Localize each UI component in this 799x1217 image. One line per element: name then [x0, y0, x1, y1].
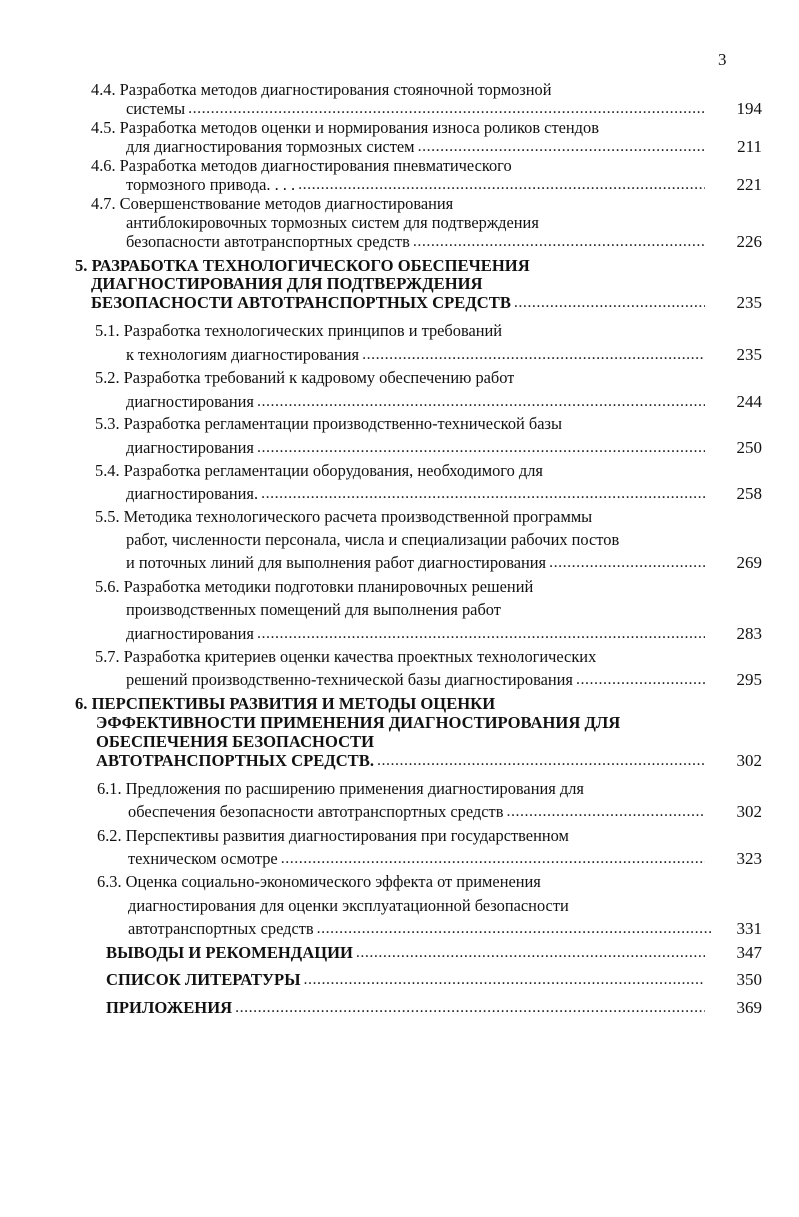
toc-page-number: 302: [736, 751, 762, 770]
toc-entry-text: 5.4. Разработка регламентации оборудования, необходимого для: [95, 461, 543, 480]
toc-entry-line: [91, 293, 511, 313]
toc-entry-line: [95, 368, 514, 388]
toc-page-number: 244: [736, 392, 762, 411]
toc-entry-text: для диагностирования тормозных систем: [126, 137, 415, 156]
toc-entry-line: [126, 232, 410, 252]
toc-entry-text: к технологиям диагностирования: [126, 345, 360, 364]
toc-entry-line: [126, 484, 258, 504]
toc-entry-line: [95, 461, 543, 481]
toc-entry-line: [95, 321, 502, 341]
toc-entry-line: [95, 577, 533, 597]
toc-page-number: 258: [736, 484, 762, 503]
toc-entry-line: [128, 849, 278, 869]
toc-entry-text: СПИСОК ЛИТЕРАТУРЫ: [106, 970, 301, 989]
toc-entry-text: ДИАГНОСТИРОВАНИЯ ДЛЯ ПОДТВЕРЖДЕНИЯ: [91, 274, 483, 293]
toc-entry-line: [97, 826, 569, 846]
toc-entry-line: [95, 647, 596, 667]
dot-leader: [317, 919, 711, 939]
toc-entry-line: [91, 194, 453, 214]
toc-entry-text: диагностирования: [126, 438, 254, 457]
toc-entry-text: производственных помещений для выполнения работ: [126, 600, 501, 619]
toc-entry-line: [126, 438, 254, 458]
toc-entry-line: [96, 751, 374, 771]
dot-leader: [261, 484, 705, 504]
toc-entry-text: АВТОТРАНСПОРТНЫХ СРЕДСТВ.: [96, 751, 374, 770]
toc-entry-text: антиблокировочных тормозных систем для подтверждения: [126, 213, 539, 232]
toc-entry-text: 6. ПЕРСПЕКТИВЫ РАЗВИТИЯ И МЕТОДЫ ОЦЕНКИ: [75, 694, 496, 713]
toc-entry-text: тормозного привода. . . .: [126, 175, 296, 194]
toc-entry-line: [96, 713, 620, 733]
toc-entry-line: [95, 507, 592, 527]
toc-entry-text: 5.6. Разработка методики подготовки планировочных решений: [95, 577, 534, 596]
toc-entry-line: [96, 732, 374, 752]
dot-leader: [257, 392, 705, 412]
dot-leader: [576, 670, 705, 690]
toc-entry-text: 6.1. Предложения по расширению применения диагностирования для: [97, 779, 584, 798]
toc-entry-text: техническом осмотре: [128, 849, 278, 868]
toc-entry-text: системы: [126, 99, 186, 118]
toc-entry-text: 5.1. Разработка технологических принципов и требований: [95, 321, 503, 340]
toc-entry-text: ВЫВОДЫ И РЕКОМЕНДАЦИИ: [106, 943, 353, 962]
toc-page-number: 211: [737, 137, 762, 156]
toc-page-number: 302: [736, 802, 762, 821]
toc-entry-text: 4.4. Разработка методов диагностирования стояночной тормозной: [91, 80, 552, 99]
toc-entry-text: диагностирования: [126, 624, 254, 643]
toc-entry-text: 5. РАЗРАБОТКА ТЕХНОЛОГИЧЕСКОГО ОБЕСПЕЧЕНИЯ: [75, 256, 530, 275]
toc-entry-line: [128, 896, 569, 916]
toc-entry-text: ЭФФЕКТИВНОСТИ ПРИМЕНЕНИЯ ДИАГНОСТИРОВАНИЯ ДЛЯ: [96, 713, 621, 732]
toc-entry-line: [126, 624, 254, 644]
dot-leader: [377, 751, 705, 771]
page-number: 3: [718, 50, 727, 69]
toc-entry-text: диагностирования для оценки эксплуатационной безопасности: [128, 896, 569, 915]
dot-leader: [506, 802, 705, 822]
toc-entry-text: ОБЕСПЕЧЕНИЯ БЕЗОПАСНОСТИ: [96, 732, 375, 751]
toc-entry-text: и поточных линий для выполнения работ диагностирования: [126, 553, 547, 572]
toc-entry-line: [126, 137, 415, 157]
toc-entry-line: [126, 392, 254, 412]
toc-page-number: 369: [736, 998, 762, 1017]
toc-entry-line: [91, 118, 599, 138]
toc-entry-text: 5.3. Разработка регламентации производственно-технической базы: [95, 414, 562, 433]
toc-entry-line: [75, 256, 530, 276]
toc-entry-text: безопасности автотранспортных средств: [126, 232, 410, 251]
dot-leader: [413, 232, 705, 252]
dot-leader: [514, 293, 705, 313]
toc-page-number: 331: [736, 919, 762, 938]
dot-leader: [281, 849, 705, 869]
toc-entry-line: [126, 345, 359, 365]
toc-entry-line: [126, 213, 539, 233]
dot-leader: [362, 345, 705, 365]
toc-entry-text: 6.2. Перспективы развития диагностирования при государственном: [97, 826, 569, 845]
toc-entry-text: 4.7. Совершенствование методов диагностирования: [91, 194, 454, 213]
toc-entry-text: 6.3. Оценка социально-экономического эффекта от применения: [97, 872, 541, 891]
toc-entry-text: 5.7. Разработка критериев оценки качества проектных технологических: [95, 647, 597, 666]
toc-page-number: 347: [736, 943, 762, 962]
toc-page-number: 323: [736, 849, 762, 868]
toc-entry-line: [106, 943, 353, 963]
dot-leader: [298, 175, 705, 195]
toc-entry-line: [126, 600, 501, 620]
toc-entry-line: [97, 779, 584, 799]
dot-leader: [304, 970, 706, 990]
toc-entry-text: БЕЗОПАСНОСТИ АВТОТРАНСПОРТНЫХ СРЕДСТВ: [91, 293, 511, 312]
dot-leader: [235, 998, 705, 1018]
toc-entry-text: ПРИЛОЖЕНИЯ: [106, 998, 233, 1017]
toc-page-number: 235: [736, 345, 762, 364]
toc-entry-line: [75, 694, 495, 714]
dot-leader: [257, 624, 705, 644]
toc-page-number: 250: [736, 438, 762, 457]
toc-entry-line: [126, 553, 546, 573]
toc-page-number: 226: [736, 232, 762, 251]
toc-entry-line: [128, 802, 503, 822]
toc-entry-line: [91, 80, 551, 100]
toc-entry-text: 4.5. Разработка методов оценки и нормирования износа роликов стендов: [91, 118, 599, 137]
toc-entry-line: [91, 156, 512, 176]
toc-entry-text: 5.5. Методика технологического расчета производственной программы: [95, 507, 593, 526]
toc-entry-text: обеспечения безопасности автотранспортных средств: [128, 802, 504, 821]
toc-entry-line: [106, 998, 232, 1018]
dot-leader: [549, 553, 705, 573]
toc-page-number: 221: [736, 175, 762, 194]
dot-leader: [188, 99, 705, 119]
toc-page-number: 269: [736, 553, 762, 572]
dot-leader: [418, 137, 705, 157]
dot-leader: [356, 943, 705, 963]
toc-entry-line: [91, 274, 483, 294]
toc-entry-line: [126, 99, 185, 119]
toc-entry-line: [126, 530, 619, 550]
toc-entry-line: [126, 670, 573, 690]
toc-entry-text: 5.2. Разработка требований к кадровому обеспечению работ: [95, 368, 515, 387]
toc-entry-text: диагностирования.: [126, 484, 259, 503]
toc-page-number: 283: [736, 624, 762, 643]
toc-entry-text: автотранспортных средств: [128, 919, 314, 938]
toc-entry-line: [126, 175, 295, 195]
toc-page-number: 235: [736, 293, 762, 312]
toc-entry-line: [106, 970, 301, 990]
toc-entry-text: диагностирования: [126, 392, 254, 411]
toc-entry-line: [97, 872, 541, 892]
toc-page-number: 194: [736, 99, 762, 118]
toc-page-number: 350: [736, 970, 762, 989]
toc-page-number: 295: [736, 670, 762, 689]
toc-entry-text: решений производственно-технической базы диагностирования: [126, 670, 573, 689]
dot-leader: [257, 438, 705, 458]
toc-entry-line: [95, 414, 562, 434]
toc-entry-text: работ, численности персонала, числа и специализации рабочих постов: [126, 530, 620, 549]
toc-entry-line: [128, 919, 314, 939]
toc-entry-text: 4.6. Разработка методов диагностирования пневматического: [91, 156, 512, 175]
